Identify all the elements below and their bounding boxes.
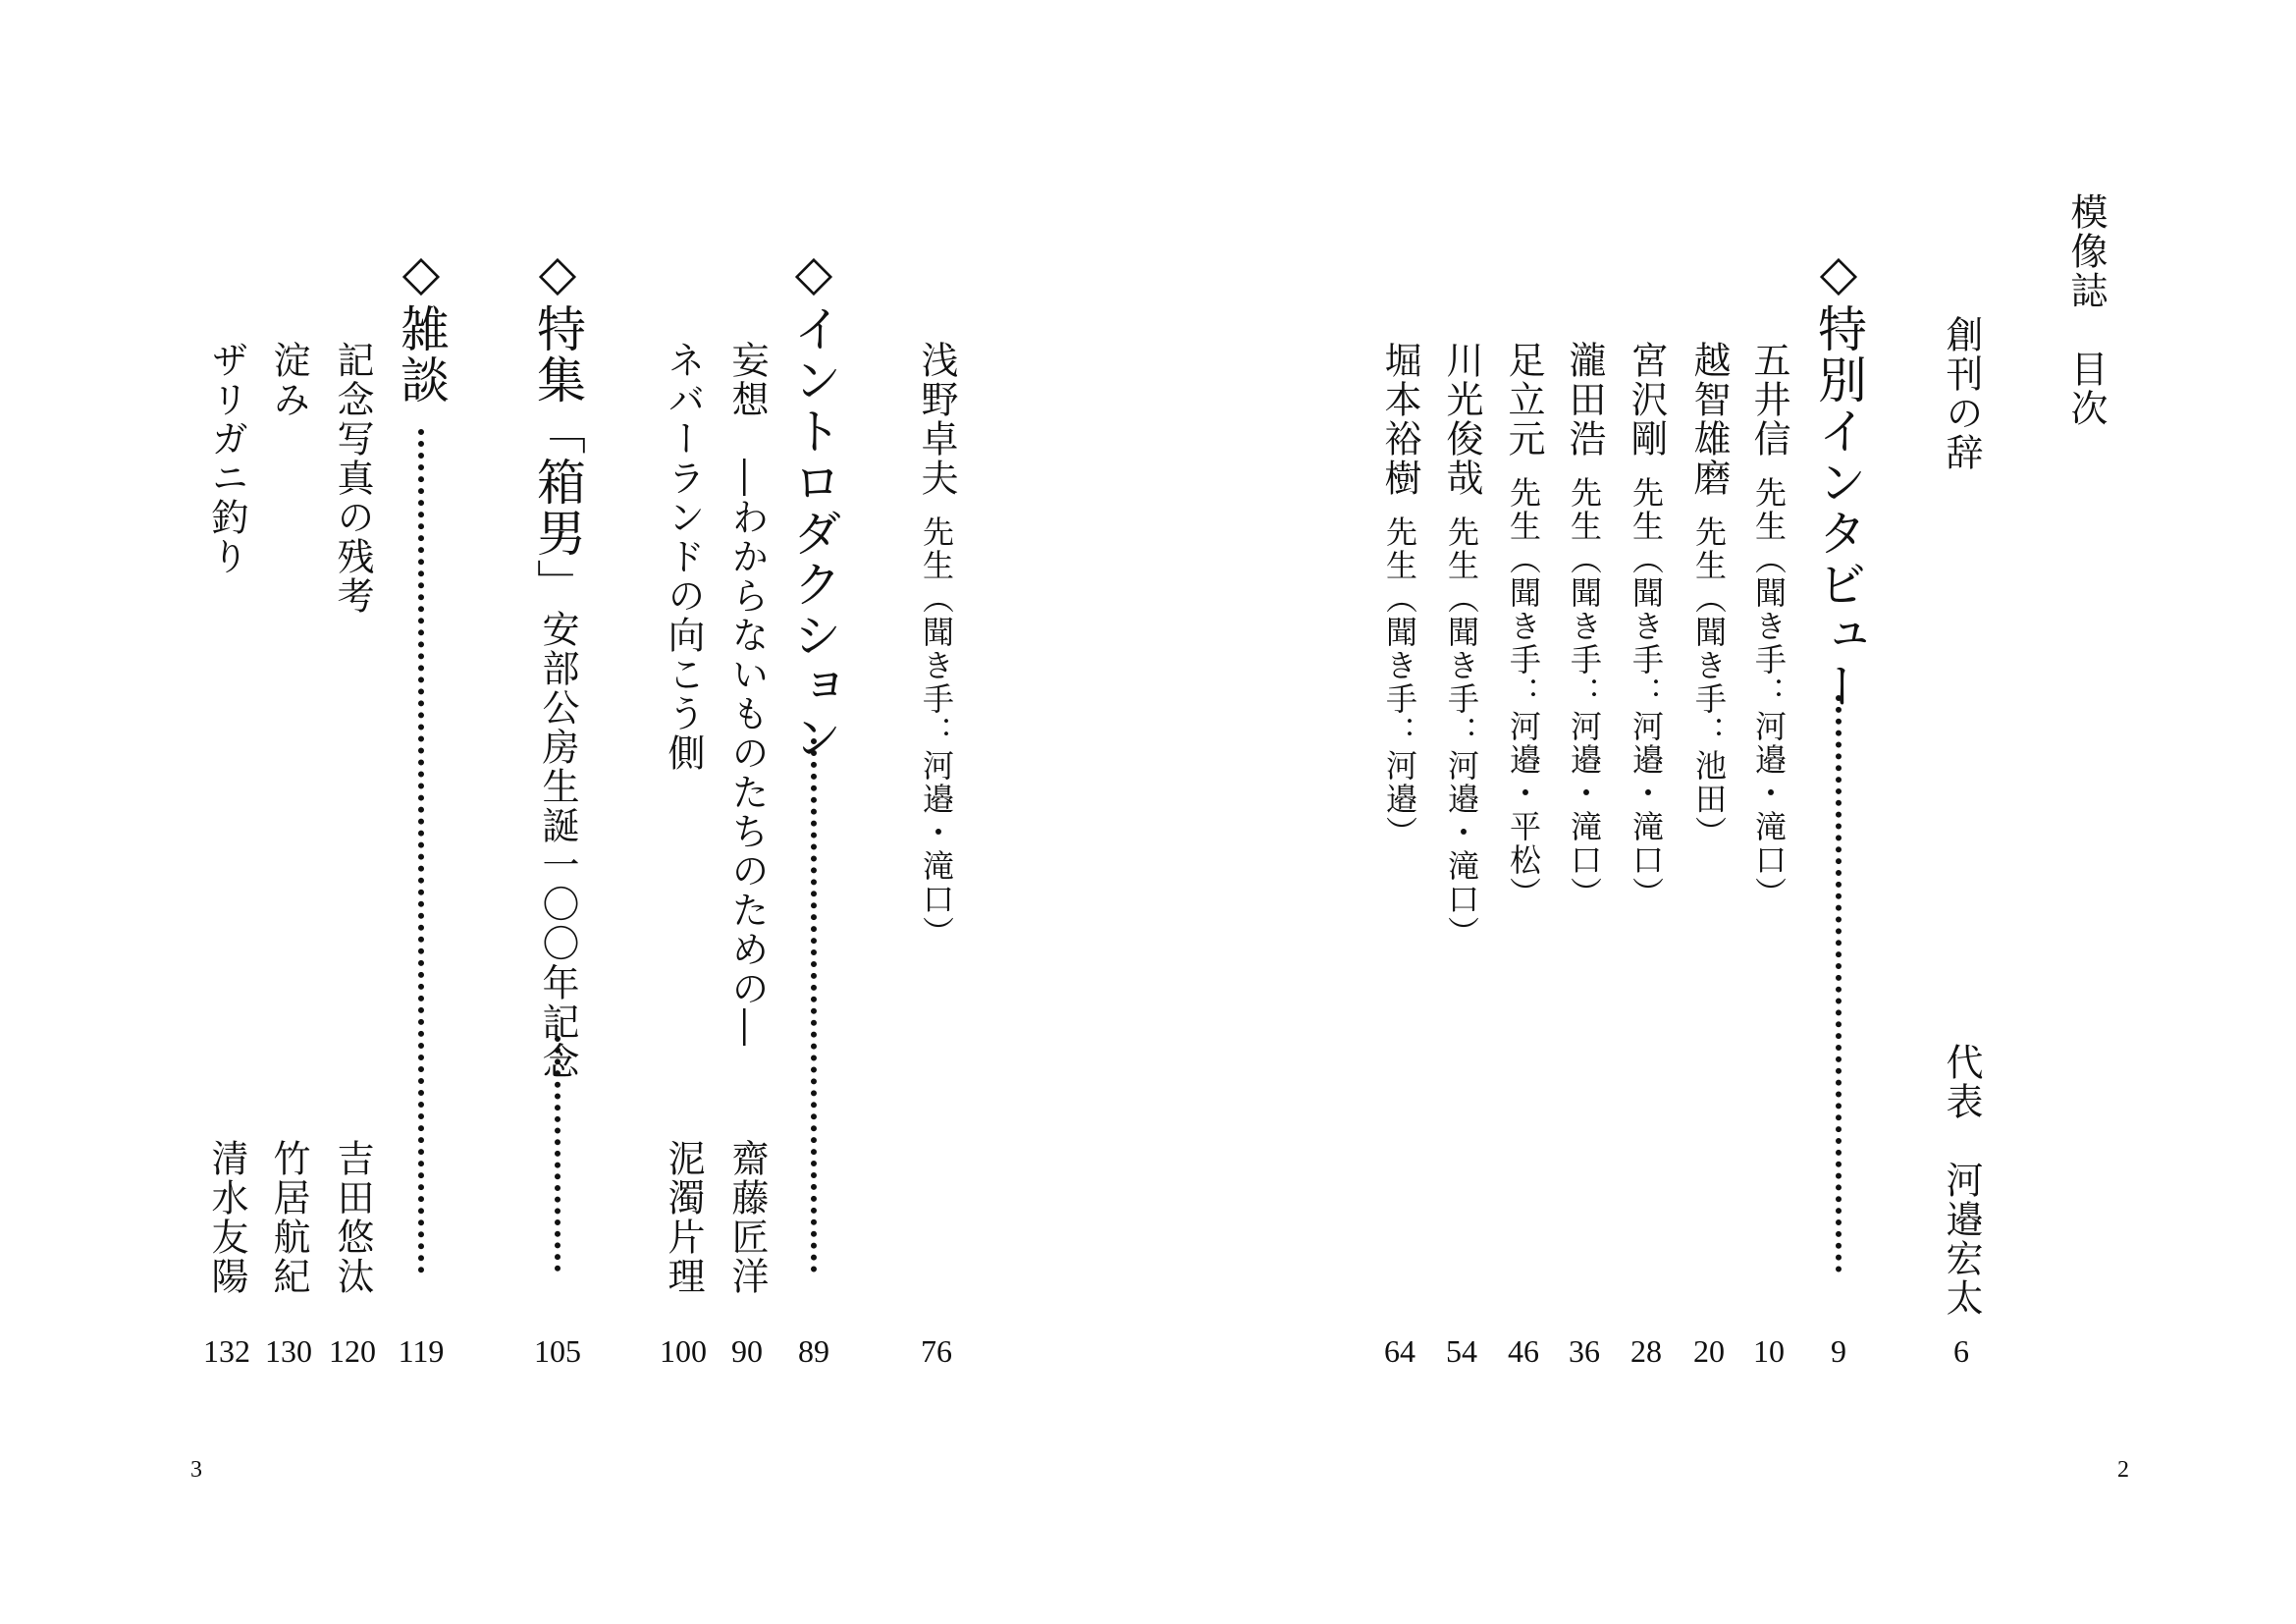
interviewee-name: 足立元 — [1502, 341, 1545, 459]
entry-page: 100 — [660, 1333, 707, 1369]
entry-title: ネバーランドの向こう側 — [662, 341, 705, 773]
interview-entry-page: 76 — [921, 1333, 952, 1369]
interview-entry-page: 54 — [1446, 1333, 1477, 1369]
entry-page: 90 — [731, 1333, 763, 1369]
interview-entry — [915, 341, 958, 949]
interviewee-name: 宮沢剛 — [1625, 341, 1668, 459]
entry-page: 132 — [203, 1333, 250, 1369]
interviewee-name: 越智雄磨 — [1687, 341, 1731, 498]
entry-author: 泥濁片理 — [662, 1139, 705, 1296]
interview-entry — [1563, 341, 1606, 910]
talk-heading: ◇雑談 — [393, 244, 450, 406]
interviewee-role: 先生（聞き手：河邉・滝口） — [1628, 476, 1665, 910]
entry-title: ザリガニ釣り — [205, 341, 248, 576]
interview-entry-page: 64 — [1384, 1333, 1415, 1369]
interviewee-role: 先生（聞き手：河邉・滝口） — [1566, 476, 1603, 910]
interviewee-role: 先生（聞き手：河邉・滝口） — [918, 515, 955, 949]
feature-heading — [529, 244, 586, 1081]
feature-subtitle: 安部公房生誕一〇〇年記念 — [536, 610, 579, 1081]
entry-author: 清水友陽 — [205, 1139, 248, 1296]
interviewee-name: 五井信 — [1747, 341, 1790, 459]
preface-label: 創刊の辞 — [1940, 315, 1983, 472]
interview-entry — [1687, 341, 1731, 849]
interview-entry — [1747, 341, 1790, 910]
interviewee-name: 堀本裕樹 — [1378, 341, 1421, 498]
interviewee-name: 浅野卓夫 — [915, 341, 958, 498]
page-number-right: 2 — [2117, 1457, 2129, 1483]
interviewee-role: 先生（聞き手：河邉・滝口） — [1750, 476, 1788, 910]
entry-author: 齋藤匠洋 — [725, 1139, 769, 1296]
leader-dots — [555, 1036, 561, 1272]
feature-page: 105 — [534, 1333, 581, 1369]
interviewee-role: 先生（聞き手：河邉・平松） — [1505, 476, 1542, 910]
interview-entry-page: 36 — [1569, 1333, 1600, 1369]
leader-dots — [1836, 695, 1842, 1272]
entry-title: 淀み — [267, 341, 310, 419]
interviewee-name: 瀧田浩 — [1563, 341, 1606, 459]
interview-entry-page: 20 — [1693, 1333, 1725, 1369]
interview-entry — [1502, 341, 1545, 910]
entry-title: 記念写真の残考 — [331, 341, 374, 616]
entry-author: 吉田悠汰 — [331, 1139, 374, 1296]
interview-entry — [1440, 341, 1483, 949]
interviewee-role: 先生（聞き手：池田） — [1690, 515, 1728, 849]
interview-entry-page: 28 — [1630, 1333, 1662, 1369]
entry-page: 120 — [329, 1333, 376, 1369]
preface-page: 6 — [1953, 1333, 1969, 1369]
interview-entry-page: 46 — [1508, 1333, 1539, 1369]
leader-dots — [418, 429, 424, 1273]
preface-author: 代表 河邉宏太 — [1940, 1043, 1983, 1318]
toc-title: 模像誌 目次 — [2064, 192, 2108, 428]
interview-heading: ◇特別インタビュー — [1810, 244, 1867, 712]
intro-heading: ◇イントロダクション — [785, 244, 842, 763]
interview-page: 9 — [1831, 1333, 1846, 1369]
feature-heading-text: ◇特集「箱男」 — [529, 244, 586, 610]
entry-title: 妄想 ―わからないものたちのための― — [725, 341, 769, 1048]
entry-author: 竹居航紀 — [267, 1139, 310, 1296]
talk-page: 119 — [398, 1333, 445, 1369]
page-number-left: 3 — [190, 1457, 202, 1483]
interviewee-role: 先生（聞き手：河邉・滝口） — [1443, 515, 1480, 949]
interview-entry — [1378, 341, 1421, 849]
entry-page: 130 — [265, 1333, 312, 1369]
interviewee-name: 川光俊哉 — [1440, 341, 1483, 498]
intro-page: 89 — [798, 1333, 829, 1369]
interview-entry — [1625, 341, 1668, 910]
interviewee-role: 先生（聞き手：河邉） — [1381, 515, 1418, 849]
leader-dots — [811, 738, 817, 1272]
interview-entry-page: 10 — [1753, 1333, 1785, 1369]
